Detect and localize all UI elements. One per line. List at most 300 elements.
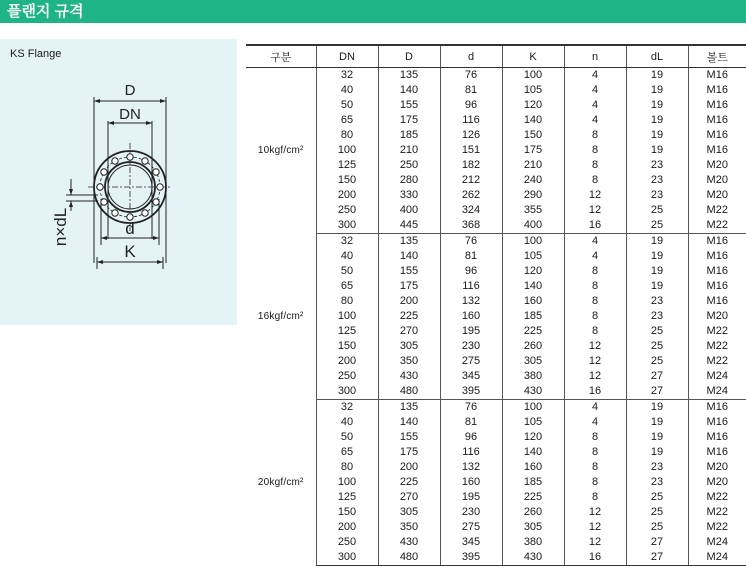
table-cell: 300 — [316, 218, 378, 234]
column-header: n — [564, 45, 626, 68]
table-cell: 100 — [316, 143, 378, 158]
title-bar — [0, 0, 746, 23]
table-cell: 175 — [502, 143, 564, 158]
table-row — [246, 324, 746, 339]
table-cell: 135 — [378, 234, 440, 250]
arrow-D-right — [160, 99, 166, 103]
table-row — [246, 143, 746, 158]
table-cell: M22 — [688, 354, 746, 369]
table-cell: 380 — [502, 369, 564, 384]
table-row — [246, 188, 746, 203]
table-cell: 195 — [440, 324, 502, 339]
table-cell: 160 — [440, 309, 502, 324]
table-cell: 380 — [502, 535, 564, 550]
table-cell: 140 — [378, 415, 440, 430]
table-cell: 25 — [626, 203, 688, 218]
arrow-DN-right — [146, 121, 152, 125]
table-cell: 225 — [502, 324, 564, 339]
table-row — [246, 445, 746, 460]
table-cell: M22 — [688, 520, 746, 535]
table-cell: 16 — [564, 550, 626, 566]
table-cell: M16 — [688, 128, 746, 143]
table-cell: M16 — [688, 113, 746, 128]
dim-label-d: d — [125, 219, 135, 238]
arrow-K-left — [97, 260, 103, 264]
dim-label-n-x-dL: n×dL — [51, 207, 70, 247]
table-row — [246, 460, 746, 475]
table-cell: M16 — [688, 68, 746, 84]
table-cell: 81 — [440, 249, 502, 264]
table-cell: 105 — [502, 415, 564, 430]
table-cell: 23 — [626, 294, 688, 309]
table-cell: 8 — [564, 490, 626, 505]
table-cell: 270 — [378, 324, 440, 339]
table-row — [246, 520, 746, 535]
table-cell: 120 — [502, 430, 564, 445]
table-cell: 81 — [440, 83, 502, 98]
table-cell: 8 — [564, 279, 626, 294]
table-cell: 96 — [440, 430, 502, 445]
table-cell: 100 — [316, 309, 378, 324]
table-cell: M16 — [688, 249, 746, 264]
table-cell: 19 — [626, 98, 688, 113]
table-cell: M20 — [688, 475, 746, 490]
dim-label-D: D — [124, 82, 136, 99]
table-cell: 225 — [378, 309, 440, 324]
table-body — [246, 68, 746, 566]
bolt-hole — [153, 199, 159, 205]
table-cell: 185 — [502, 475, 564, 490]
table-cell: 350 — [378, 520, 440, 535]
table-cell: 105 — [502, 83, 564, 98]
table-cell: 19 — [626, 128, 688, 143]
table-cell: 125 — [316, 158, 378, 173]
table-row — [246, 309, 746, 324]
table-row — [246, 369, 746, 384]
table-cell: 12 — [564, 369, 626, 384]
table-cell: 100 — [316, 475, 378, 490]
table-cell: 210 — [378, 143, 440, 158]
table-cell: 19 — [626, 445, 688, 460]
table-cell: M22 — [688, 218, 746, 234]
table-row — [246, 505, 746, 520]
table-cell: 8 — [564, 173, 626, 188]
flange-spec-table — [246, 44, 746, 566]
diagram-panel — [0, 39, 237, 325]
table-cell: M16 — [688, 445, 746, 460]
table-cell: M20 — [688, 188, 746, 203]
column-header: D — [378, 45, 440, 68]
table-cell: 305 — [502, 520, 564, 535]
table-cell: 8 — [564, 445, 626, 460]
table-cell: 150 — [502, 128, 564, 143]
table-cell: 185 — [502, 309, 564, 324]
table-cell: 8 — [564, 264, 626, 279]
table-cell: 430 — [378, 369, 440, 384]
table-cell: 275 — [440, 354, 502, 369]
table-row — [246, 354, 746, 369]
table-row — [246, 415, 746, 430]
pressure-class-label: 10kgf/cm² — [257, 145, 304, 157]
table-cell: 100 — [502, 68, 564, 84]
table-cell: 250 — [316, 369, 378, 384]
table-cell: 200 — [316, 354, 378, 369]
table-cell: M16 — [688, 234, 746, 250]
table-cell: 305 — [378, 505, 440, 520]
table-cell: 200 — [378, 294, 440, 309]
table-cell: 12 — [564, 188, 626, 203]
table-row — [246, 249, 746, 264]
table-cell: 160 — [440, 475, 502, 490]
table-cell: 50 — [316, 98, 378, 113]
table-cell: 16 — [564, 384, 626, 400]
table-cell: 125 — [316, 324, 378, 339]
table-cell: 23 — [626, 188, 688, 203]
table-cell: 25 — [626, 354, 688, 369]
table-cell: 155 — [378, 98, 440, 113]
table-cell: 4 — [564, 400, 626, 416]
table-cell: 4 — [564, 234, 626, 250]
table-cell: 212 — [440, 173, 502, 188]
table-cell: M24 — [688, 550, 746, 566]
table-cell: 65 — [316, 279, 378, 294]
table-cell: 23 — [626, 309, 688, 324]
table-cell: 355 — [502, 203, 564, 218]
table-cell: 8 — [564, 475, 626, 490]
table-cell: 19 — [626, 415, 688, 430]
table-cell: 135 — [378, 68, 440, 84]
pressure-class-label: 20kgf/cm² — [257, 477, 304, 488]
table-cell: 65 — [316, 445, 378, 460]
table-cell: 175 — [378, 113, 440, 128]
table-cell: 150 — [316, 505, 378, 520]
table-cell: 430 — [502, 550, 564, 566]
table-row — [246, 83, 746, 98]
table-cell: 140 — [502, 279, 564, 294]
arrow-dL-top — [69, 189, 73, 195]
table-cell: 395 — [440, 384, 502, 400]
table-cell: 25 — [626, 218, 688, 234]
table-cell: 25 — [626, 520, 688, 535]
table-cell: 182 — [440, 158, 502, 173]
table-cell: 76 — [440, 400, 502, 416]
table-cell: 230 — [440, 339, 502, 354]
table-cell: 19 — [626, 279, 688, 294]
table-cell: 4 — [564, 83, 626, 98]
table-cell: 260 — [502, 505, 564, 520]
table-cell: 305 — [378, 339, 440, 354]
table-cell: 116 — [440, 445, 502, 460]
table-cell: 250 — [316, 203, 378, 218]
table-cell: 160 — [502, 460, 564, 475]
table-cell: 300 — [316, 384, 378, 400]
table-cell: 8 — [564, 324, 626, 339]
table-cell: 25 — [626, 505, 688, 520]
table-cell: M22 — [688, 505, 746, 520]
table-cell: 230 — [440, 505, 502, 520]
table-cell: 8 — [564, 294, 626, 309]
table-row — [246, 490, 746, 505]
table-cell: M20 — [688, 173, 746, 188]
bolt-hole — [97, 184, 103, 190]
table-cell: 32 — [316, 400, 378, 416]
flange-diagram — [0, 39, 237, 325]
table-cell: 155 — [378, 264, 440, 279]
table-cell: M16 — [688, 415, 746, 430]
arrow-D-left — [94, 99, 100, 103]
bolt-hole — [112, 158, 118, 164]
table-cell: 12 — [564, 203, 626, 218]
table-cell: 185 — [378, 128, 440, 143]
table-cell: 195 — [440, 490, 502, 505]
column-header: d — [440, 45, 502, 68]
table-row — [246, 173, 746, 188]
table-cell: 480 — [378, 550, 440, 566]
table-cell: 200 — [378, 460, 440, 475]
table-row — [246, 400, 746, 416]
table-cell: 400 — [378, 203, 440, 218]
table-cell: 140 — [502, 445, 564, 460]
table-cell: 27 — [626, 384, 688, 400]
table-cell: 76 — [440, 68, 502, 84]
table-row — [246, 203, 746, 218]
arrow-d-right — [153, 236, 159, 240]
table-cell: 225 — [502, 490, 564, 505]
table-row — [246, 98, 746, 113]
table-cell: 80 — [316, 128, 378, 143]
table-cell: 50 — [316, 264, 378, 279]
table-cell: 76 — [440, 234, 502, 250]
table-cell: 150 — [316, 339, 378, 354]
dim-label-DN: DN — [119, 106, 141, 123]
table-cell: 19 — [626, 234, 688, 250]
bolt-hole — [101, 199, 107, 205]
table-cell: 116 — [440, 113, 502, 128]
table-cell: M24 — [688, 535, 746, 550]
table-cell: 8 — [564, 309, 626, 324]
table-cell: 25 — [626, 339, 688, 354]
bolt-hole — [153, 169, 159, 175]
table-cell: 12 — [564, 505, 626, 520]
table-cell: M16 — [688, 83, 746, 98]
table-cell: 23 — [626, 173, 688, 188]
table-cell: M16 — [688, 143, 746, 158]
table-cell: 19 — [626, 430, 688, 445]
table-cell: 19 — [626, 113, 688, 128]
table-cell: 350 — [378, 354, 440, 369]
table-row — [246, 264, 746, 279]
table-cell: 4 — [564, 249, 626, 264]
table-cell: 210 — [502, 158, 564, 173]
table-cell: 430 — [502, 384, 564, 400]
table-cell: 430 — [378, 535, 440, 550]
table-cell: 150 — [316, 173, 378, 188]
table-cell: 330 — [378, 188, 440, 203]
table-cell: M24 — [688, 369, 746, 384]
table-cell: 120 — [502, 264, 564, 279]
table-cell: 120 — [502, 98, 564, 113]
table-cell: 290 — [502, 188, 564, 203]
pressure-class-label: 16kgf/cm² — [257, 311, 304, 322]
table-cell: 175 — [378, 445, 440, 460]
bolt-hole — [101, 169, 107, 175]
table-cell: M16 — [688, 400, 746, 416]
column-header: dL — [626, 45, 688, 68]
table-cell: M22 — [688, 324, 746, 339]
table-cell: 140 — [378, 83, 440, 98]
table-cell: 250 — [378, 158, 440, 173]
table-cell: 8 — [564, 430, 626, 445]
table-cell: 4 — [564, 113, 626, 128]
table-cell: 19 — [626, 264, 688, 279]
table-row — [246, 339, 746, 354]
table-row — [246, 113, 746, 128]
table-cell: M22 — [688, 490, 746, 505]
table-cell: 368 — [440, 218, 502, 234]
table-cell: 12 — [564, 535, 626, 550]
table-cell: 140 — [378, 249, 440, 264]
table-cell: 125 — [316, 490, 378, 505]
table-cell: 132 — [440, 460, 502, 475]
table-cell: 25 — [626, 324, 688, 339]
table-cell: 27 — [626, 550, 688, 566]
table-cell: 345 — [440, 535, 502, 550]
column-header: DN — [316, 45, 378, 68]
diagram-label: KS Flange — [10, 48, 62, 60]
table-row — [246, 279, 746, 294]
table-cell: 96 — [440, 98, 502, 113]
table-cell: 275 — [440, 520, 502, 535]
bolt-hole — [127, 154, 133, 160]
table-cell: 260 — [502, 339, 564, 354]
table-cell: 4 — [564, 98, 626, 113]
table-cell: M22 — [688, 203, 746, 218]
table-cell: 32 — [316, 234, 378, 250]
table-row — [246, 550, 746, 566]
table-cell: M16 — [688, 98, 746, 113]
table-cell: 270 — [378, 490, 440, 505]
table-cell: 81 — [440, 415, 502, 430]
table-cell: 4 — [564, 415, 626, 430]
table-cell: 324 — [440, 203, 502, 218]
table-cell: 395 — [440, 550, 502, 566]
table-cell: 96 — [440, 264, 502, 279]
table-cell: 80 — [316, 294, 378, 309]
table-cell: M16 — [688, 294, 746, 309]
table-row — [246, 430, 746, 445]
table-cell: 155 — [378, 430, 440, 445]
table-cell: 23 — [626, 158, 688, 173]
table-cell: 8 — [564, 128, 626, 143]
table-cell: 19 — [626, 249, 688, 264]
table-cell: 135 — [378, 400, 440, 416]
table-cell: 27 — [626, 535, 688, 550]
column-header: 구분 — [246, 45, 316, 68]
table-cell: 126 — [440, 128, 502, 143]
table-cell: 445 — [378, 218, 440, 234]
table-cell: 19 — [626, 68, 688, 84]
column-header: 볼트 — [688, 45, 746, 68]
table-cell: 27 — [626, 369, 688, 384]
table-cell: 8 — [564, 460, 626, 475]
table-cell: 12 — [564, 339, 626, 354]
table-cell: 65 — [316, 113, 378, 128]
table-cell: 240 — [502, 173, 564, 188]
table-cell: 80 — [316, 460, 378, 475]
table-cell: 16 — [564, 218, 626, 234]
arrow-d-left — [101, 236, 107, 240]
table-cell: 132 — [440, 294, 502, 309]
table-cell: 40 — [316, 83, 378, 98]
table-cell: 175 — [378, 279, 440, 294]
table-cell: 105 — [502, 249, 564, 264]
table-cell: 151 — [440, 143, 502, 158]
table-cell: 225 — [378, 475, 440, 490]
table-cell: M16 — [688, 430, 746, 445]
table-cell: M24 — [688, 384, 746, 400]
table-cell: 140 — [502, 113, 564, 128]
table-cell: 32 — [316, 68, 378, 84]
table-cell: 480 — [378, 384, 440, 400]
table-cell: 400 — [502, 218, 564, 234]
table-cell: 23 — [626, 460, 688, 475]
table-cell: 12 — [564, 520, 626, 535]
table-cell: M20 — [688, 460, 746, 475]
table-cell: 345 — [440, 369, 502, 384]
arrow-dL-bottom — [69, 201, 73, 207]
arrow-K-right — [157, 260, 163, 264]
table-cell: 12 — [564, 354, 626, 369]
page-title: 플랜지 규격 — [7, 3, 84, 20]
arrow-DN-left — [108, 121, 114, 125]
table-cell: 50 — [316, 430, 378, 445]
table-cell: 40 — [316, 415, 378, 430]
table-cell: 116 — [440, 279, 502, 294]
table-cell: 200 — [316, 188, 378, 203]
table-cell: 280 — [378, 173, 440, 188]
table-row — [246, 234, 746, 250]
table-cell: 300 — [316, 550, 378, 566]
bolt-hole — [142, 210, 148, 216]
table-cell: 8 — [564, 143, 626, 158]
table-row — [246, 475, 746, 490]
table-row — [246, 158, 746, 173]
table-cell: 4 — [564, 68, 626, 84]
table-row — [246, 384, 746, 400]
table-cell: M22 — [688, 339, 746, 354]
table-cell: 19 — [626, 400, 688, 416]
table-row — [246, 218, 746, 234]
table-cell: 262 — [440, 188, 502, 203]
bolt-hole — [112, 210, 118, 216]
table-cell: 19 — [626, 143, 688, 158]
table-cell: 8 — [564, 158, 626, 173]
table-cell: 200 — [316, 520, 378, 535]
table-cell: 305 — [502, 354, 564, 369]
table-cell: M16 — [688, 279, 746, 294]
table-cell: 100 — [502, 234, 564, 250]
table-row — [246, 128, 746, 143]
bolt-hole — [142, 158, 148, 164]
table-cell: M20 — [688, 309, 746, 324]
table-cell: 23 — [626, 475, 688, 490]
table-cell: 250 — [316, 535, 378, 550]
table-header-row — [246, 45, 746, 68]
table-cell: 100 — [502, 400, 564, 416]
table-row — [246, 535, 746, 550]
table-cell: M20 — [688, 158, 746, 173]
table-cell: 40 — [316, 249, 378, 264]
